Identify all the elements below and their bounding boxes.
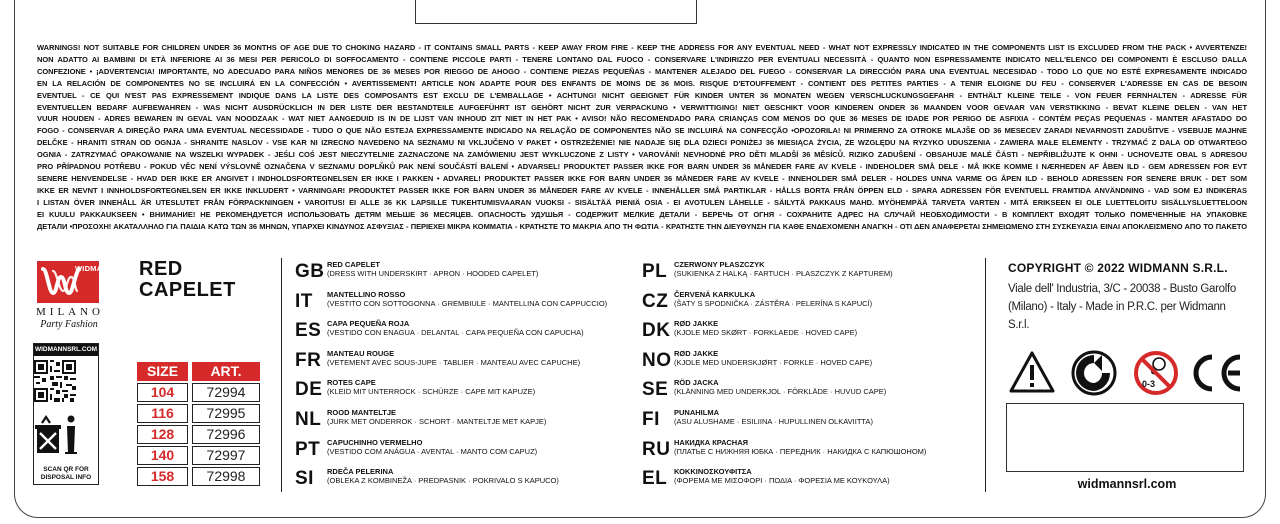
product-name-translation: PUNAHILMA: [674, 408, 719, 417]
product-name-translation: ΚΟΚΚΙΝΟΣΚΟΥΦΙΤΣΑ: [674, 467, 752, 477]
product-name-translation: CAPA PEQUEÑA ROJA: [327, 319, 410, 329]
language-code: GB: [295, 261, 325, 282]
warning-line: EVENTUELLEN BEDARF AUFBEWAHREN - WAS NICHT AUSDRÜCKLICH IN DER LISTE DER BESTANDTEILE AUFGEFÜHRT IST GEHÖRT NICHT ZUR VERPACKUNG • VERWITTIGING! NIET GESCHIKT VOOR KINDEREN ONDER 36 MAANDEN VOOR GEVAAR VAN VERSTIKKING - BEVAT KLEINE DELEN - VAN HET: [37, 102, 1247, 112]
product-name-translation: ROTES CAPE: [327, 378, 376, 388]
language-entry: [295, 465, 625, 493]
warning-line: PRO PŘÍPADNOU POTŘEBU - POKUD VĚC NENÍ VÝSLOVNĚ OZNAČENA V SEZNAMU DOPLŇKŮ PAK NENÍ SOUČÁSTÍ BALENÍ • ADVARSEL! PRODUKTET PASSER IKKE FOR BARN UNDER 36 MÅNEDER FARE AV KVELE - INDEHOLDER SMÅ DELE - MÅ IKKE KOMME I NÆRHEDEN AF ÅBEN ILD - GEM ADRESSEN FOR EVT: [37, 162, 1247, 172]
product-name-translation: НАКИДКА КРАСНАЯ: [674, 437, 749, 447]
language-code: PT: [295, 438, 321, 460]
product-contents-translation: (ΦΟΡΕΜΑ ΜΕ ΜΙΣΟΦΟΡΙ · ΠΟΔΙΑ · ΦΟΡΕΣΙΑ ΜΕ ΚΟΥΚΟΥΛΑ): [674, 476, 890, 486]
product-contents-translation: (KJOLE MED UNDERSKJØRT · FORKLE · HOVED CAPE): [674, 357, 873, 367]
warning-line: EVENTUEL - CE QUI N'EST PAS EXPRESSEMENT INDIQUE DANS LA LISTE DES COMPOSANTS EST EXCLU DE L'EMBALLAGE • ACHTUNG! NICHT GEEIGNET FÜR KINDER UNTER 36 MONATEN WEGEN VERSCHLUCKUNGSGEFAHR - ENTHÄLT KLEINE TEILE - VON FEUER FERNHALTEN - ADRESSE FÜR: [37, 90, 1247, 100]
warning-line: EI KUULU PAKKAUKSEEN • ВНИМАНИЕ! НЕ РЕКОМЕНДУЕТСЯ ИСПОЛЬЗОВАТЬ ДЕТЯМ МЕЬШЕ 36 МЕСЯЦЕВ. ОПАСНОСТЬ УДУШЬЯ - СОДЕРЖИТ МЕЛКИЕ ДЕТАЛИ - БЕРЕЧЬ ОТ ОГНЯ - СОХРАНИТЕ АДРЕС НА СЛУЧАЙ НЕОБХОДИМОСТИ - В КОМПЛЕКТ ВХОДЯТ ТОЛЬКО ПОМЕЧЕННЫЕ НА УПАКОВКЕ: [37, 209, 1247, 219]
product-title: [139, 259, 236, 301]
warning-line: I LISTAN ÖVER INNEHÅLL ÄR UTESLUTET FRÅN FÖRPACKNINGEN • VAROITUS! EI ALLE 36 KK LAPSILLE TUKEHTUMISVAARAN VUOKSI - SISÄLTÄÄ PIENIÄ OSIA - EI AVOTULEN LÄHELLE - SÄILYTÄ PAKKAUS MAHD. MYÖHEMPÄÄ TARVETA VARTEN - MITÄ ERIKSEEN EI OLE LUETTELOITU SISÄLLYSLUETTELOON: [37, 197, 1247, 207]
warning-line: SENERE HENVENDELSE - HVAD DER IKKE ER ANGIVET I INDHOLDSFORTEGNELSEN ER IKKE I PAKKEN • ADVAREL! PRODUKTET PASSER IKKE FOR BARN UNDER 36 MÅNEDER FARE AV KVELE - INNEHOLDER SMÅ DELER - HOLDES UNNA VARME OG ÅPEN ILD - BEHOLD ADRESSEN FOR SENERE BRUK - DET SOM: [37, 173, 1247, 183]
language-code: SI: [295, 468, 314, 490]
product-contents-translation: (JURK MET ONDERROK · SCHORT · MANTELTJE MET KAPJE): [327, 417, 547, 426]
product-name-translation: CZERWONY PŁASZCZYK: [674, 260, 765, 269]
language-list-left: [295, 258, 625, 498]
product-contents-translation: (OBLEKA Z KOMBINEŽA · PREDPASNIK · POKRIVALO S KAPUCO): [327, 476, 559, 486]
language-entry: [642, 347, 972, 375]
product-name-translation: ČERVENÁ KARKULKA: [674, 289, 756, 299]
language-entry: [295, 376, 625, 404]
language-entry: [295, 347, 625, 375]
product-contents-translation: (ŠATY S SPODNIČKA · ZÁSTĚRA · PELERÍNA S KAPUCÍ): [674, 298, 873, 308]
warning-line: NON ADATTO AI BAMBINI DI ETÀ INFERIORE AI 36 MESI PER PERICOLO DI SOFFOCAMENTO - CONTIENE PICCOLE PARTI - TENERE LONTANO DAL FUOCO - CONSERVARE L'INDIRIZZO PER EVENTUALI NECESSITÀ - QUANTO NON ESPRESSAMENTE INDICATO NELL'ELENCO DEI COMPONENTI È ESCLUSO DALLA: [37, 54, 1247, 64]
product-contents-translation: (ASU ALUSHAME · ESILIINA · HUPULLINEN OLKAVIITTA): [674, 417, 873, 426]
product-name-translation: RØD JAKKE: [674, 319, 719, 329]
green-dot-icon: [1070, 349, 1118, 397]
ce-mark-icon: [1188, 349, 1246, 397]
language-entry: [642, 376, 972, 404]
product-title-line1: RED: [139, 258, 183, 280]
language-code: NO: [642, 349, 672, 371]
art-header: ART.: [192, 362, 260, 381]
product-contents-translation: (VETEMENT AVEC SOUS-JUPE · TABLIER · MANTEAU AVEC CAPUCHE): [327, 357, 581, 367]
age-0-3-prohibited-icon: [1132, 349, 1180, 397]
size-value: 140: [137, 446, 188, 465]
safety-symbols: [1008, 349, 1246, 401]
warning-triangle-icon: [1008, 349, 1056, 397]
language-code: IT: [295, 290, 313, 312]
address-line1: Viale dell' Industria, 3/C - 20038 - Busto Garolfo: [1008, 283, 1236, 295]
language-entry: [295, 406, 625, 434]
warning-line: IKKE ER NEVNT I INNHOLDSFORTEGNELSEN ER IKKE INKLUDERT • VARNINGAR! PRODUKTET PASSER IKKE FOR BARN UNDER 36 MÅNEDER FARE AV KVELE - INNEHÅLLER SMÅ PARTIKLAR - HÅLLS BORTA FRÅN ÖPPEN ELD - SPARA ADRESSEN FÖR EVENTUELL FRAMTIDA ANVÄNDNING - VAD SOM EJ INDIKERAS: [37, 185, 1247, 195]
disposal-bin-icon: [34, 413, 80, 457]
language-code: FI: [642, 409, 660, 430]
qr-footer-line1: SCAN QR FOR: [43, 466, 89, 473]
warning-line: VUUR HOUDEN - ADRES BEWAREN IN GEVAL VAN NOODZAAK - WAT NIET AANGEDUID IS IN DE LIJST VAN INHOUD ZIT NIET IN HET PAK • AVISO! NÃO RECOMENDADO PARA CRIANÇAS COM MENOS DO QUE 36 MESES DE IDADE POR PERIGO DE ASFIXIA - CONTÉM PEÇAS PEQUENAS - MANTER AFASTADO DO: [37, 114, 1247, 124]
qr-footer-line2: DISPOSAL INFO: [40, 474, 92, 481]
qr-box-footer: [34, 466, 98, 482]
column-divider: [281, 258, 282, 492]
qr-code-icon[interactable]: [34, 360, 76, 402]
language-entry: [642, 465, 972, 493]
top-flap: [415, 0, 697, 24]
language-code: FR: [295, 349, 322, 371]
size-table-header: [137, 362, 260, 381]
size-row: [137, 425, 260, 444]
size-table: [137, 362, 260, 486]
article-number: 72998: [192, 467, 260, 486]
article-number: 72997: [192, 446, 260, 465]
address-line2: (Milano) - Italy - Made in P.R.C. per Widmann S.r.l.: [1008, 301, 1226, 331]
size-value: 128: [137, 425, 188, 444]
product-name-translation: MANTEAU ROUGE: [327, 348, 395, 358]
widmann-logo: [35, 261, 120, 331]
language-entry: [642, 258, 972, 286]
size-header: SIZE: [137, 362, 188, 381]
svg-text:0-3: 0-3: [1142, 379, 1156, 389]
product-name-translation: RÖD JACKA: [674, 378, 719, 388]
language-entry: [642, 436, 972, 464]
language-list-right: [642, 258, 982, 498]
website-text: widmannsrl.com: [1077, 477, 1177, 491]
product-name-translation: RDEČA PELERINA: [327, 467, 394, 477]
size-row: [137, 446, 260, 465]
size-row: [137, 404, 260, 423]
column-divider: [985, 258, 986, 492]
language-entry: [295, 317, 625, 345]
product-contents-translation: (KLÄNNING MED UNDERKJOL · FÖRKLÄDE · HUVUD CAPE): [674, 387, 887, 397]
warning-line: WARNINGS! NOT SUITABLE FOR CHILDREN UNDER 36 MONTHS OF AGE DUE TO CHOKING HAZARD - IT CONTAINS SMALL PARTS - KEEP AWAY FROM FIRE - KEEP THE ADDRESS FOR ANY EVENTUAL NEED - WHAT NOT EXPRESSLY INDICATED IN THE COMPONENTS LIST IS EXCLUDED FROM THE PACK • AVVERTENZE!: [37, 43, 1247, 52]
logo-brand-text: WIDMANN®: [75, 264, 120, 273]
language-entry: [642, 317, 972, 345]
language-entry: [642, 288, 972, 316]
product-name-translation: CAPUCHINHO VERMELHO: [327, 437, 423, 447]
qr-box-header: WIDMANNSRL.COM: [34, 344, 98, 356]
language-code: CZ: [642, 290, 669, 312]
size-row: [137, 467, 260, 486]
language-code: PL: [642, 261, 668, 282]
language-code: EL: [642, 468, 668, 490]
size-value: 158: [137, 467, 188, 486]
company-address: [1008, 280, 1246, 334]
product-name-translation: RØD JAKKE: [674, 348, 719, 358]
language-code: DK: [642, 320, 671, 342]
product-contents-translation: (VESTIDO COM ANÁGUA · AVENTAL · MANTO COM CAPUZ): [327, 446, 538, 456]
qr-disposal-box: [33, 343, 99, 485]
warning-line: CONFEZIONE • ¡ADVERTENCIA! IMPORTANTE, NO ADECUADO PARA NIÑOS MENORES DE 36 MESES POR RIEGGO DE AHOGO - CONTIENE PIEZAS PEQUEÑAS - MANTENER ALEJADO DEL FUEGO - CONSERVAR LA DIRECCIÓN PARA UNA EVENTUAL NECESIDAD - TODO LO QUE NO ESTÉ EXPRESAMENTE INDICADO: [37, 66, 1247, 76]
article-number: 72996: [192, 425, 260, 444]
product-contents-translation: (ПЛАТЬЕ С НИЖНЯЯ ЮБКА · ПЕРЕДНИК · НАКИДКА С КАПЮШОНОМ): [674, 446, 927, 456]
article-number: 72995: [192, 404, 260, 423]
product-name-translation: ROOD MANTELTJE: [327, 408, 397, 417]
product-title-line2: CAPELET: [139, 279, 236, 301]
product-contents-translation: (SUKIENKA Z HALKĄ · FARTUCH · PŁASZCZYK Z KAPTUREM): [674, 269, 893, 278]
size-value: 116: [137, 404, 188, 423]
language-entry: [295, 436, 625, 464]
logo-tagline: Party Fashion: [40, 319, 98, 330]
product-name-translation: RED CAPELET: [327, 260, 380, 269]
language-code: RU: [642, 438, 671, 460]
warning-line: EN LA RELACIÓN DE COMPONENTES NO SE INCLUIRÁ EN LA CONFECCIÓN • AVERTISSEMENT! ARTICLE NON ADAPTE POUR DES ENFANTS DE MOINS DE 36 MOIS. RISQUE D'ETOUFFEMENT - CONTIENT DES PETITES PARTIES - A TENIR ELOIGNE DU FEU - CONSERVER L'ADRESSE EN CAS DE BESOIN: [37, 78, 1247, 88]
product-name-translation: MANTELLINO ROSSO: [327, 289, 406, 299]
copyright-text: COPYRIGHT © 2022 WIDMANN S.R.L.: [1008, 261, 1228, 275]
product-contents-translation: (KLEID MIT UNTERROCK · SCHÜRZE · CAPE MIT KAPUZE): [327, 387, 536, 397]
language-code: NL: [295, 409, 322, 430]
language-entry: [295, 288, 625, 316]
product-contents-translation: (KJOLE MED SKØRT · FORKLAEDE · HOVED CAPE): [674, 328, 858, 338]
size-row: [137, 383, 260, 402]
product-contents-translation: (VESTITO CON SOTTOGONNA · GREMBIULE · MANTELLINA CON CAPPUCCIO): [327, 298, 608, 308]
safety-warning-text: [37, 42, 1247, 233]
product-contents-translation: (DRESS WITH UNDERSKIRT · APRON · HOODED CAPELET): [327, 269, 539, 278]
language-entry: [642, 406, 972, 434]
size-value: 104: [137, 383, 188, 402]
blank-label-box: [1006, 403, 1244, 472]
logo-city-text: MILANO: [36, 306, 104, 318]
language-code: ES: [295, 320, 322, 342]
article-number: 72994: [192, 383, 260, 402]
product-contents-translation: (VESTIDO CON ENAGUA · DELANTAL · CAPA PEQUEÑA CON CAPUCHA): [327, 328, 584, 338]
warning-line: FOGO - CONSERVAR A DIREÇÃO PARA UMA EVENTUAL NECESSIDADE - TUDO O QUE NÃO ESTEJA EXPRESSAMENTE INDICADO NA RELAÇÃO DE COMPONENTES NÃO SE INCLUIRÁ NA CONFECÇÃO •OPOZORILA! NI PRIMERNO ZA OTROKE MLAJŠE OD 36 MESECEV ZARADI NEVARNOSTI ZADUŠITVE - VSEBUJE MAJHNE: [37, 126, 1247, 136]
language-entry: [295, 258, 625, 286]
warning-line: OGNIA - ZATRZYMAĆ OPAKOWANIE NA WSZELKI WYPADEK - JEŚLI COŚ JEST NIECZYTELNIE ZAZNACZONE NA ZAMÓWIENIU JEST WYKLUCZONE Z LISTY • VAROVÁNÍ! NEVHODNÉ PRO DĚTI MLADŠÍ 36 MĚSÍCŮ. RIZIKO ZADUŠENÍ - OBSAHUJE MALÉ ČÁSTI - NEPŘIBLIŽUJTE K OHNI - UCHOVEJTE OBAL S ADRESOU: [37, 150, 1247, 160]
language-code: SE: [642, 379, 669, 401]
warning-line: ДЕТАЛИ •ΠΡΟΣΟΧΗ! ΑΚΑΤΑΛΛΗΛΟ ΓΙΑ ΠΑΙΔΙΑ ΚΑΤΩ ΤΩΝ 36 ΜΗΝΩΝ, ΥΠΑΡΧΕΙ ΚΙΝΔΥΝΟΣ ΑΣΦΥΞΙΑΣ - ΠΕΡΙΕΧΕΙ ΜΙΚΡΑ ΚΟΜΜΑΤΙΑ - ΚΡΑΤΗΣΤΕ ΤΟ ΜΑΚΡΙΑ ΑΠΟ ΤΗ ΦΩΤΙΑ - ΚΡΑΤΗΣΤΕ ΤΗΝ ΔΙΕΥΘΥΝΣΗ ΓΙΑ ΚΑΘΕ ΕΝΔΕΧΟΜΕΝΗ ΑΝΑΓΚΗ - ΟΤΙ ΔΕΝ ΑΝΑΦΕΡΕΤΑΙ ΣΗΜΕΙΩΜΕΝΟ ΣΤΗ ΣΥΣΚΕΥΑΣΙΑ ΕΙΝΑΙ ΑΠΟΚΛΕΙΣΜΕΝΟ ΑΠΟ ΤΟ ΠΑΚΕΤΟ: [37, 221, 1247, 231]
warning-line: DELČKE - HRANITI STRAN OD OGNJA - SHRANITE NASLOV - VSE KAR NI IZRECNO NAVEDENO NA SEZNAMU NI VKLJUČENO V PAKET • OSTRZEŻENIE! NIE NADAJE SIĘ DLA DZIECI PONIŻEJ 36 MIESIĄCA ŻYCIA, ZE WZGLĘDU NA RYZYKO UDUSZENIA - ZAWIERA MAŁE ELEMENTY - TRZYMAĆ Z DALA OD OTWARTEGO: [37, 138, 1247, 148]
language-code: DE: [295, 379, 323, 401]
size-table-body: [137, 383, 260, 486]
